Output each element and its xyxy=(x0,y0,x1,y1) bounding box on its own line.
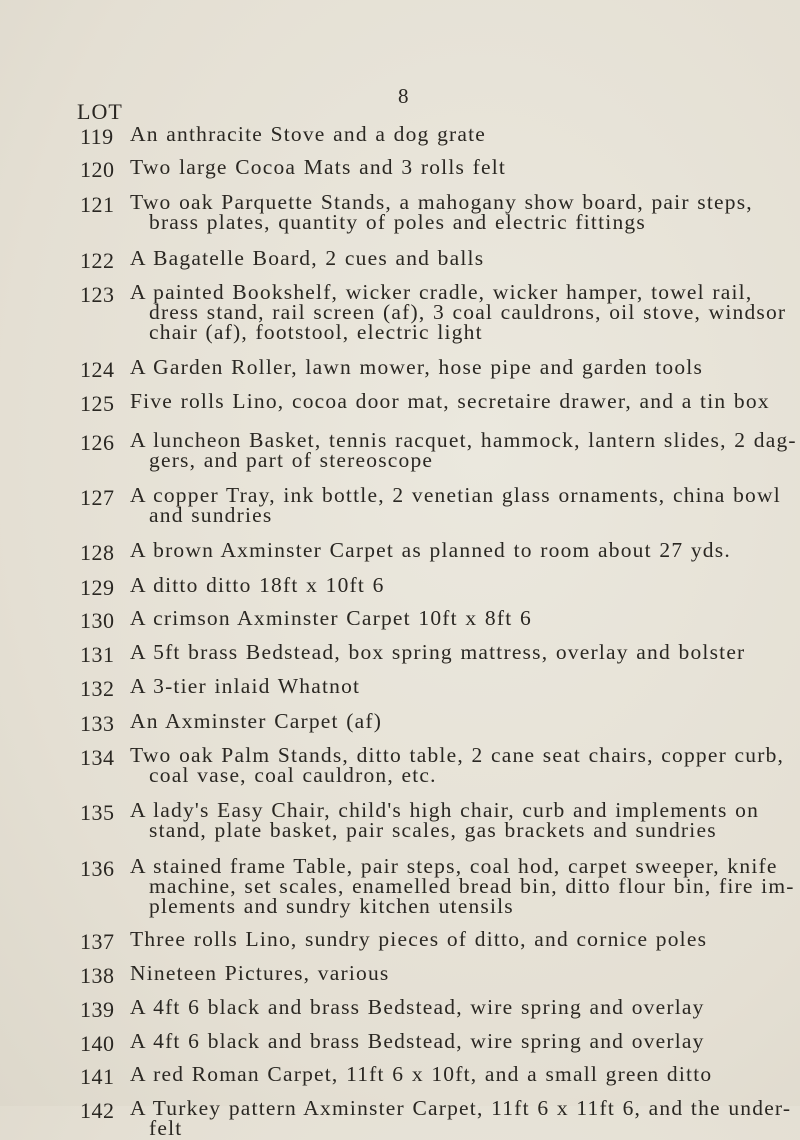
lot-number: 140 xyxy=(80,1031,115,1056)
lot-description xyxy=(130,1064,795,1084)
lot-description-line: A red Roman Carpet, 11ft 6 x 10ft, and a small green ditto xyxy=(130,1062,713,1086)
lot-number: 132 xyxy=(80,676,115,701)
lot-description-line: A copper Tray, ink bottle, 2 venetian glass ornaments, china bowl xyxy=(130,483,781,507)
lot-number: 131 xyxy=(80,642,115,667)
lot-number: 137 xyxy=(80,929,115,954)
lot-number: 139 xyxy=(80,997,115,1022)
lot-number: 133 xyxy=(80,711,115,736)
lot-description-line: stand, plate basket, pair scales, gas brackets and sundries xyxy=(149,818,717,842)
lot-description-line: Five rolls Lino, cocoa door mat, secretaire drawer, and a tin box xyxy=(130,389,770,413)
lot-number: 125 xyxy=(80,391,115,416)
lot-number: 126 xyxy=(80,430,115,455)
lot-description xyxy=(130,485,795,525)
lot-number: 138 xyxy=(80,963,115,988)
lot-description-line: chair (af), footstool, electric light xyxy=(149,320,483,344)
lot-description-line: Two oak Parquette Stands, a mahogany show board, pair steps, xyxy=(130,190,753,214)
lot-description-line: Nineteen Pictures, various xyxy=(130,961,390,985)
lot-description-line: machine, set scales, enamelled bread bin, ditto flour bin, fire im- xyxy=(149,874,795,898)
lot-description-line: An anthracite Stove and a dog grate xyxy=(130,122,487,146)
lot-number: 134 xyxy=(80,745,115,770)
lot-description-line: A 5ft brass Bedstead, box spring mattress, overlay and bolster xyxy=(130,640,746,664)
lot-number: 129 xyxy=(80,575,115,600)
lot-description xyxy=(130,676,795,696)
lot-description xyxy=(130,282,795,342)
lot-description-line: A painted Bookshelf, wicker cradle, wicker hamper, towel rail, xyxy=(130,280,753,304)
lot-description-line: A ditto ditto 18ft x 10ft 6 xyxy=(130,573,385,597)
lot-description xyxy=(130,430,795,470)
lot-description xyxy=(130,248,795,268)
page-number: 8 xyxy=(398,84,409,108)
lot-description xyxy=(130,1098,795,1138)
lot-number: 124 xyxy=(80,357,115,382)
lot-number: 141 xyxy=(80,1064,115,1089)
lot-description-line: A Bagatelle Board, 2 cues and balls xyxy=(130,246,485,270)
lot-description-line: Three rolls Lino, sundry pieces of ditto, and cornice poles xyxy=(130,927,708,951)
lot-description xyxy=(130,929,795,949)
lot-description-line: brass plates, quantity of poles and electric fittings xyxy=(149,210,646,234)
lot-description xyxy=(130,642,795,662)
lot-description-line: A crimson Axminster Carpet 10ft x 8ft 6 xyxy=(130,606,532,630)
lot-number: 122 xyxy=(80,248,115,273)
lot-number: 121 xyxy=(80,192,115,217)
lot-description-line: Two oak Palm Stands, ditto table, 2 cane seat chairs, copper curb, xyxy=(130,743,785,767)
lot-column-header: LOT xyxy=(77,99,123,124)
lot-description-line: felt xyxy=(149,1116,183,1140)
lot-number: 120 xyxy=(80,157,115,182)
lot-description-line: A Turkey pattern Axminster Carpet, 11ft 6 x 11ft 6, and the under- xyxy=(130,1096,792,1120)
lot-description-line: An Axminster Carpet (af) xyxy=(130,709,383,733)
lot-description xyxy=(130,192,795,232)
lot-number: 130 xyxy=(80,608,115,633)
lot-description-line: A luncheon Basket, tennis racquet, hammock, lantern slides, 2 dag- xyxy=(130,428,797,452)
lot-description-line: A Garden Roller, lawn mower, hose pipe and garden tools xyxy=(130,355,704,379)
lot-description xyxy=(130,391,795,411)
lot-description xyxy=(130,800,795,840)
lot-number: 128 xyxy=(80,540,115,565)
lot-number: 142 xyxy=(80,1098,115,1123)
lot-description-line: A 4ft 6 black and brass Bedstead, wire spring and overlay xyxy=(130,1029,705,1053)
lot-description xyxy=(130,540,795,560)
lot-description xyxy=(130,608,795,628)
lot-number: 123 xyxy=(80,282,115,307)
lot-number: 136 xyxy=(80,856,115,881)
lot-number: 135 xyxy=(80,800,115,825)
lot-description xyxy=(130,745,795,785)
lot-description xyxy=(130,124,795,144)
lot-number: 127 xyxy=(80,485,115,510)
lot-description-line: A 3-tier inlaid Whatnot xyxy=(130,674,361,698)
lot-description-line: A brown Axminster Carpet as planned to room about 27 yds. xyxy=(130,538,731,562)
lot-description-line: plements and sundry kitchen utensils xyxy=(149,894,514,918)
lot-description-line: A 4ft 6 black and brass Bedstead, wire spring and overlay xyxy=(130,995,705,1019)
lot-description-line: and sundries xyxy=(149,503,273,527)
lot-description xyxy=(130,711,795,731)
lot-description xyxy=(130,997,795,1017)
lot-description-line: Two large Cocoa Mats and 3 rolls felt xyxy=(130,155,507,179)
lot-description xyxy=(130,157,795,177)
lot-description xyxy=(130,856,795,916)
lot-description-line: coal vase, coal cauldron, etc. xyxy=(149,763,437,787)
lot-number: 119 xyxy=(80,124,114,149)
lot-description xyxy=(130,575,795,595)
lot-description-line: dress stand, rail screen (af), 3 coal cauldrons, oil stove, windsor xyxy=(149,300,787,324)
lot-description xyxy=(130,357,795,377)
lot-description-line: gers, and part of stereoscope xyxy=(149,448,434,472)
lot-description-line: A lady's Easy Chair, child's high chair, curb and implements on xyxy=(130,798,760,822)
lot-description xyxy=(130,963,795,983)
lot-description xyxy=(130,1031,795,1051)
lot-description-line: A stained frame Table, pair steps, coal hod, carpet sweeper, knife xyxy=(130,854,778,878)
